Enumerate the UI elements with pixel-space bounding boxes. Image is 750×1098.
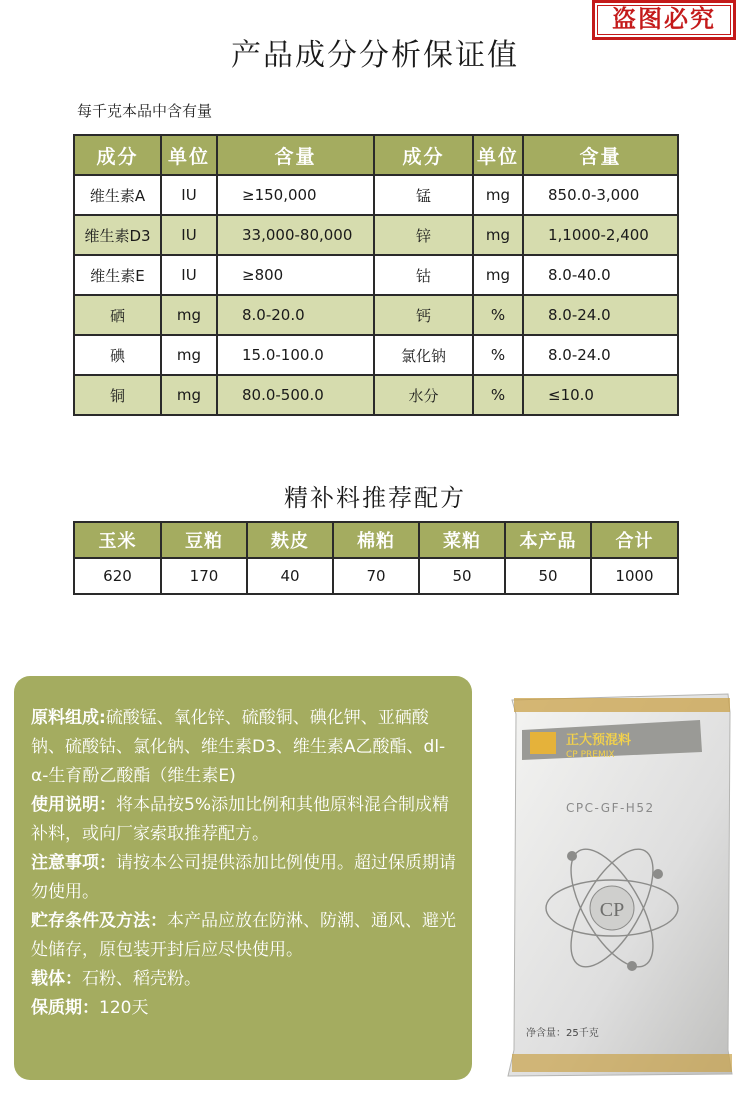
header-unit: 单位 [161, 135, 217, 175]
shelf-life-text: 120天 [99, 998, 149, 1018]
ingredients-paragraph [31, 704, 458, 791]
carrier-label: 载体： [31, 969, 82, 989]
watermark-stamp: 盗图必究 [592, 0, 736, 40]
cell: mg [161, 375, 217, 415]
storage-paragraph [31, 907, 458, 965]
table-row [74, 375, 678, 415]
cell: ≥800 [217, 255, 374, 295]
table-row [74, 255, 678, 295]
bag-cp-logo: CP [599, 899, 625, 921]
formula-title: 精补料推荐配方 [284, 484, 466, 512]
carrier-paragraph [31, 965, 458, 994]
cell: 170 [161, 558, 247, 594]
ingredients-label: 原料组成: [31, 708, 106, 728]
cell: mg [161, 335, 217, 375]
cell: % [473, 295, 523, 335]
header-content: 含量 [217, 135, 374, 175]
cell: 维生素D3 [74, 215, 161, 255]
bag-net-weight: 净含量：25千克 [526, 1028, 599, 1039]
cell: mg [473, 215, 523, 255]
header-this-product: 本产品 [505, 522, 591, 558]
usage-label: 使用说明： [31, 795, 116, 815]
bag-model: CPC-GF-H52 [566, 801, 655, 815]
formula-header-row [74, 522, 678, 558]
table-row [74, 295, 678, 335]
header-cottonseed-meal: 棉粕 [333, 522, 419, 558]
cell: IU [161, 215, 217, 255]
ingredients-text: 硫酸锰、氧化锌、硫酸铜、碘化钾、亚硒酸钠、硫酸钴、氯化钠、维生素D3、维生素A乙酸酯、dl-α-生育酚乙酸酯（维生素E) [31, 708, 446, 786]
cell: 50 [419, 558, 505, 594]
notes-text: 请按本公司提供添加比例使用。超过保质期请勿使用。 [31, 853, 456, 902]
notes-label: 注意事项： [31, 853, 116, 873]
table-row [74, 215, 678, 255]
table-row [74, 558, 678, 594]
cell: 8.0-20.0 [217, 295, 374, 335]
header-corn: 玉米 [74, 522, 161, 558]
cell: IU [161, 255, 217, 295]
header-unit: 单位 [473, 135, 523, 175]
cell: 锌 [374, 215, 473, 255]
cell: 15.0-100.0 [217, 335, 374, 375]
cell: 70 [333, 558, 419, 594]
carrier-text: 石粉、稻壳粉。 [82, 969, 201, 989]
header-component: 成分 [74, 135, 161, 175]
cell: 620 [74, 558, 161, 594]
cell: ≥150,000 [217, 175, 374, 215]
product-bag-image [500, 690, 736, 1078]
header-soybean-meal: 豆粕 [161, 522, 247, 558]
cell: 碘 [74, 335, 161, 375]
usage-paragraph [31, 791, 458, 849]
cell: 水分 [374, 375, 473, 415]
cell: 维生素A [74, 175, 161, 215]
cell: 维生素E [74, 255, 161, 295]
cell: IU [161, 175, 217, 215]
shelf-life-label: 保质期： [31, 998, 99, 1018]
storage-text: 本产品应放在防淋、防潮、通风、避光处储存，原包装开封后应尽快使用。 [31, 911, 456, 960]
page-title: 产品成分分析保证值 [231, 38, 519, 73]
cell: 钙 [374, 295, 473, 335]
bag-brand-en: CP PREMIX [566, 750, 615, 760]
cell: 硒 [74, 295, 161, 335]
cell: 40 [247, 558, 333, 594]
cell: 锰 [374, 175, 473, 215]
header-total: 合计 [591, 522, 678, 558]
shelf-life-paragraph [31, 994, 458, 1023]
header-component: 成分 [374, 135, 473, 175]
table-row [74, 335, 678, 375]
cell: 8.0-40.0 [523, 255, 678, 295]
cell: 氯化钠 [374, 335, 473, 375]
cell: 1000 [591, 558, 678, 594]
storage-label: 贮存条件及方法： [31, 911, 167, 931]
cell: mg [473, 175, 523, 215]
cell: 钴 [374, 255, 473, 295]
header-content: 含量 [523, 135, 678, 175]
cell: 8.0-24.0 [523, 335, 678, 375]
cell: 80.0-500.0 [217, 375, 374, 415]
cell: ≤10.0 [523, 375, 678, 415]
usage-text: 将本品按5%添加比例和其他原料混合制成精补料，或向厂家索取推荐配方。 [31, 795, 449, 844]
cell: % [473, 335, 523, 375]
formula-table [73, 521, 679, 595]
cell: % [473, 375, 523, 415]
cell: mg [473, 255, 523, 295]
header-rapeseed-meal: 菜粕 [419, 522, 505, 558]
cell: 1,1000-2,400 [523, 215, 678, 255]
table-row [74, 175, 678, 215]
cell: 33,000-80,000 [217, 215, 374, 255]
composition-header-row [74, 135, 678, 175]
product-info-panel [14, 676, 472, 1080]
header-bran: 麸皮 [247, 522, 333, 558]
cell: 8.0-24.0 [523, 295, 678, 335]
bag-brand: 正大预混料 [566, 733, 632, 748]
brand-logo-icon [530, 732, 556, 754]
per-kg-caption: 每千克本品中含有量 [77, 102, 213, 120]
cell: mg [161, 295, 217, 335]
cell: 850.0-3,000 [523, 175, 678, 215]
cell: 50 [505, 558, 591, 594]
composition-table [73, 134, 679, 416]
cell: 铜 [74, 375, 161, 415]
notes-paragraph [31, 849, 458, 907]
